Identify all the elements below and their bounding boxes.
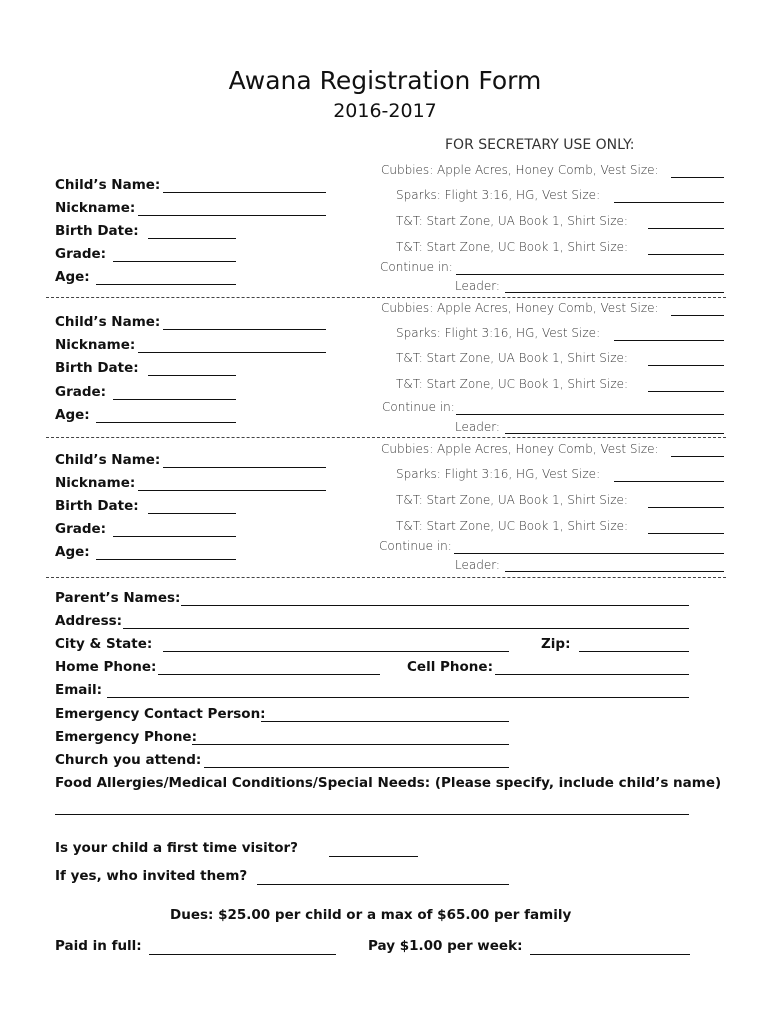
tt-uc-label: T&T: Start Zone, UC Book 1, Shirt Size: xyxy=(396,377,629,391)
sparks-label: Sparks: Flight 3:16, HG, Vest Size: xyxy=(396,188,601,202)
pay-weekly-field[interactable] xyxy=(530,954,690,955)
address-field[interactable] xyxy=(123,628,689,629)
tt-ua-label: T&T: Start Zone, UA Book 1, Shirt Size: xyxy=(396,214,628,228)
city-state-field[interactable] xyxy=(163,651,509,652)
dashed-divider xyxy=(46,297,726,298)
church-field[interactable] xyxy=(204,767,509,768)
child-name-label: Child’s Name: xyxy=(55,314,161,330)
age-field[interactable] xyxy=(96,284,236,285)
continue-label: Continue in: xyxy=(380,260,453,274)
birth-date-label: Birth Date: xyxy=(55,498,139,514)
cubbies-label: Cubbies: Apple Acres, Honey Comb, Vest Size: xyxy=(381,163,659,177)
leader-field[interactable] xyxy=(505,433,724,434)
email-label: Email: xyxy=(55,682,103,698)
continue-label: Continue in: xyxy=(379,539,452,553)
sparks-label: Sparks: Flight 3:16, HG, Vest Size: xyxy=(396,326,601,340)
birth-date-label: Birth Date: xyxy=(55,360,139,376)
sparks-field[interactable] xyxy=(614,481,724,482)
age-label: Age: xyxy=(55,544,90,560)
allergies-label: Food Allergies/Medical Conditions/Special Needs: (Please specify, include child’s name) xyxy=(55,775,722,791)
tt-uc-label: T&T: Start Zone, UC Book 1, Shirt Size: xyxy=(396,519,629,533)
emergency-phone-label: Emergency Phone: xyxy=(55,729,197,745)
allergies-field[interactable] xyxy=(55,814,689,815)
pay-weekly-label: Pay $1.00 per week: xyxy=(368,938,523,954)
cubbies-label: Cubbies: Apple Acres, Honey Comb, Vest Size: xyxy=(381,442,659,456)
nickname-field[interactable] xyxy=(138,215,326,216)
zip-field[interactable] xyxy=(579,651,689,652)
cubbies-field[interactable] xyxy=(671,315,724,316)
first-time-visitor-field[interactable] xyxy=(329,856,418,857)
zip-label: Zip: xyxy=(541,636,571,652)
leader-label: Leader: xyxy=(455,279,500,293)
invited-by-field[interactable] xyxy=(257,884,509,885)
leader-label: Leader: xyxy=(455,420,500,434)
paid-in-full-label: Paid in full: xyxy=(55,938,142,954)
age-field[interactable] xyxy=(96,422,236,423)
grade-field[interactable] xyxy=(113,536,236,537)
continue-field[interactable] xyxy=(456,274,724,275)
child-name-field[interactable] xyxy=(163,329,326,330)
nickname-field[interactable] xyxy=(138,490,326,491)
continue-label: Continue in: xyxy=(382,400,455,414)
leader-field[interactable] xyxy=(505,571,724,572)
home-phone-field[interactable] xyxy=(158,674,380,675)
secretary-header: FOR SECRETARY USE ONLY: xyxy=(445,137,635,153)
tt-ua-field[interactable] xyxy=(648,365,724,366)
sparks-label: Sparks: Flight 3:16, HG, Vest Size: xyxy=(396,467,601,481)
leader-label: Leader: xyxy=(455,558,500,572)
email-field[interactable] xyxy=(107,697,689,698)
sparks-field[interactable] xyxy=(614,340,724,341)
child-name-label: Child’s Name: xyxy=(55,177,161,193)
home-phone-label: Home Phone: xyxy=(55,659,157,675)
form-year: 2016-2017 xyxy=(333,100,437,122)
form-title: Awana Registration Form xyxy=(228,66,542,95)
parents-names-field[interactable] xyxy=(181,605,689,606)
tt-ua-label: T&T: Start Zone, UA Book 1, Shirt Size: xyxy=(396,351,628,365)
tt-uc-label: T&T: Start Zone, UC Book 1, Shirt Size: xyxy=(396,240,629,254)
birth-date-field[interactable] xyxy=(148,238,236,239)
leader-field[interactable] xyxy=(505,292,724,293)
age-label: Age: xyxy=(55,269,90,285)
tt-ua-field[interactable] xyxy=(648,507,724,508)
nickname-label: Nickname: xyxy=(55,475,136,491)
child-name-field[interactable] xyxy=(163,192,326,193)
grade-label: Grade: xyxy=(55,521,107,537)
grade-field[interactable] xyxy=(113,399,236,400)
nickname-field[interactable] xyxy=(138,352,326,353)
grade-label: Grade: xyxy=(55,384,107,400)
nickname-label: Nickname: xyxy=(55,200,136,216)
first-time-visitor-label: Is your child a first time visitor? xyxy=(55,840,299,856)
tt-uc-field[interactable] xyxy=(648,254,724,255)
age-label: Age: xyxy=(55,407,90,423)
cubbies-field[interactable] xyxy=(671,177,724,178)
emergency-contact-label: Emergency Contact Person: xyxy=(55,706,266,722)
child-name-field[interactable] xyxy=(163,467,326,468)
address-label: Address: xyxy=(55,613,123,629)
cubbies-field[interactable] xyxy=(671,456,724,457)
emergency-contact-field[interactable] xyxy=(261,721,509,722)
birth-date-field[interactable] xyxy=(148,513,236,514)
church-label: Church you attend: xyxy=(55,752,202,768)
invited-by-label: If yes, who invited them? xyxy=(55,868,248,884)
birth-date-label: Birth Date: xyxy=(55,223,139,239)
emergency-phone-field[interactable] xyxy=(192,744,509,745)
grade-label: Grade: xyxy=(55,246,107,262)
continue-field[interactable] xyxy=(456,414,724,415)
tt-ua-field[interactable] xyxy=(648,228,724,229)
tt-uc-field[interactable] xyxy=(648,391,724,392)
nickname-label: Nickname: xyxy=(55,337,136,353)
continue-field[interactable] xyxy=(454,553,724,554)
birth-date-field[interactable] xyxy=(148,375,236,376)
cell-phone-label: Cell Phone: xyxy=(407,659,493,675)
dashed-divider xyxy=(46,577,726,578)
grade-field[interactable] xyxy=(113,261,236,262)
sparks-field[interactable] xyxy=(614,202,724,203)
tt-ua-label: T&T: Start Zone, UA Book 1, Shirt Size: xyxy=(396,493,628,507)
cubbies-label: Cubbies: Apple Acres, Honey Comb, Vest Size: xyxy=(381,301,659,315)
child-name-label: Child’s Name: xyxy=(55,452,161,468)
city-state-label: City & State: xyxy=(55,636,153,652)
tt-uc-field[interactable] xyxy=(648,533,724,534)
parents-names-label: Parent’s Names: xyxy=(55,590,181,606)
age-field[interactable] xyxy=(96,559,236,560)
dues-text: Dues: $25.00 per child or a max of $65.00 per family xyxy=(170,907,572,923)
paid-in-full-field[interactable] xyxy=(149,954,336,955)
cell-phone-field[interactable] xyxy=(495,674,689,675)
dashed-divider xyxy=(46,437,726,438)
